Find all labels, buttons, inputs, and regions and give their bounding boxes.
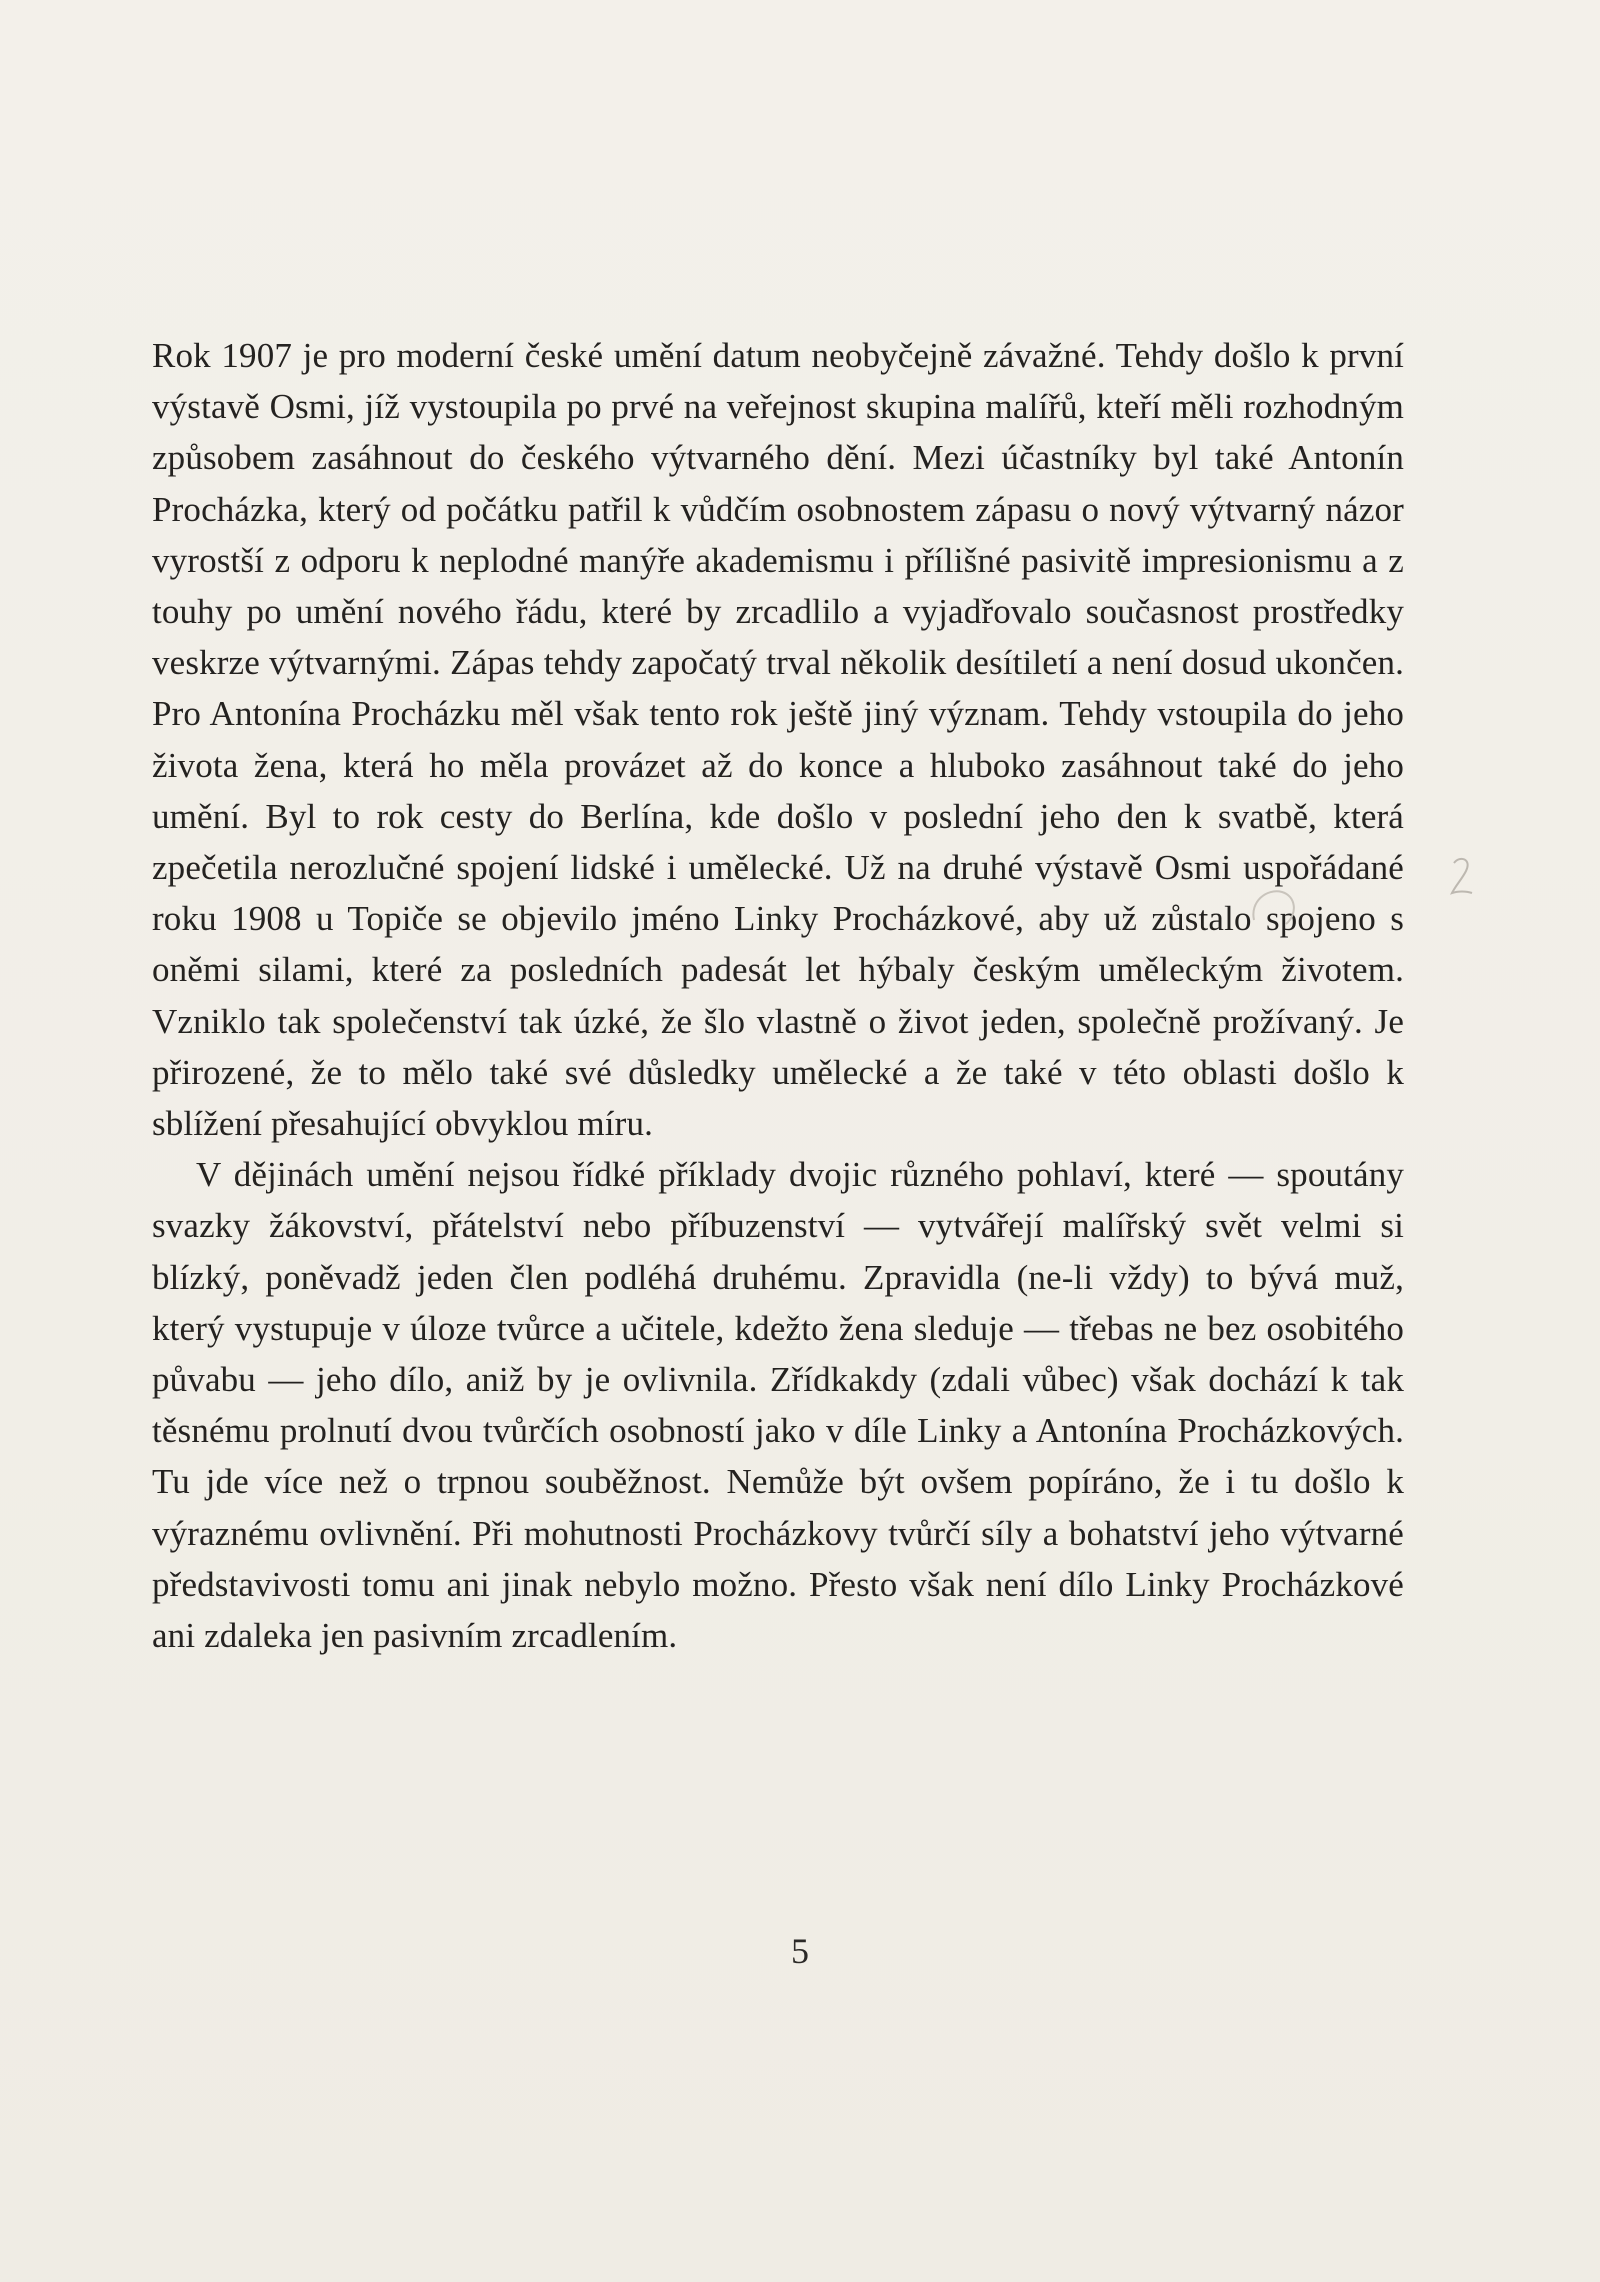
paragraph-1: Rok 1907 je pro moderní české umění datum neobyčejně závažné. Tehdy došlo k první výstavě Osmi, jíž vystoupila po prvé na veřejnost skupina malířů, kteří měli rozhodným způsobem zasáhnout do českého výtvarného dění. Mezi účastníky byl také Antonín Procházka, který od počátku patřil k vůdčím osobnostem zápasu o nový výtvarný názor vyrostší z odporu k neplodné manýře akademismu i přílišné pasivitě impresionismu a z touhy po umění nového řádu, které by zrcadlilo a vyjadřovalo současnost prostředky veskrze výtvarnými. Zápas tehdy započatý trval několik desítiletí a není dosud ukončen. Pro Antonína Procházku měl však tento rok ještě jiný význam. Tehdy vstoupila do jeho života žena, která ho měla provázet až do konce a hluboko zasáhnout také do jeho umění. Byl to rok cesty do Berlína, kde došlo v poslední jeho den k svatbě, která zpečetila nerozlučné spojení lidské i umělecké. Už na druhé výstavě Osmi uspořádané roku 1908 u Topiče se objevilo jméno Linky Procházkové, aby už zůstalo spojeno s oněmi silami, které za posledních padesát let hýbaly českým uměleckým životem. Vzniklo tak společenství tak úzké, že šlo vlastně o život jeden, společně prožívaný. Je přirozené, že to mělo také své důsledky umělecké a že také v této oblasti došlo k sblížení přesahující obvyklou míru.	[152, 336, 1404, 1144]
page-number: 5	[791, 1931, 809, 1971]
pencil-circle-mark	[1240, 880, 1304, 944]
pencil-annotation-mark	[1448, 853, 1476, 901]
body-text	[152, 330, 1404, 1661]
paragraph-2: V dějinách umění nejsou řídké příklady dvojic různého pohlaví, které — spoutány svazky žákovství, přátelství nebo příbuzenství — vytvářejí malířský svět velmi si blízký, poněvadž jeden člen podléhá druhému. Zpravidla (ne-li vždy) to bývá muž, který vystupuje v úloze tvůrce a učitele, kdežto žena sleduje — třebas ne bez osobitého půvabu — jeho dílo, aniž by je ovlivnila. Zřídkakdy (zdali vůbec) však dochází k tak těsnému prolnutí dvou tvůrčích osobností jako v díle Linky a Antonína Procházkových. Tu jde více než o trpnou souběžnost. Nemůže být ovšem popíráno, že i tu došlo k výraznému ovlivnění. Při mohutnosti Procházkovy tvůrčí síly a bohatství jeho výtvarné představivosti tomu ani jinak nebylo možno. Přesto však není dílo Linky Procházkové ani zdaleka jen pasivním zrcadlením.	[152, 1155, 1404, 1656]
